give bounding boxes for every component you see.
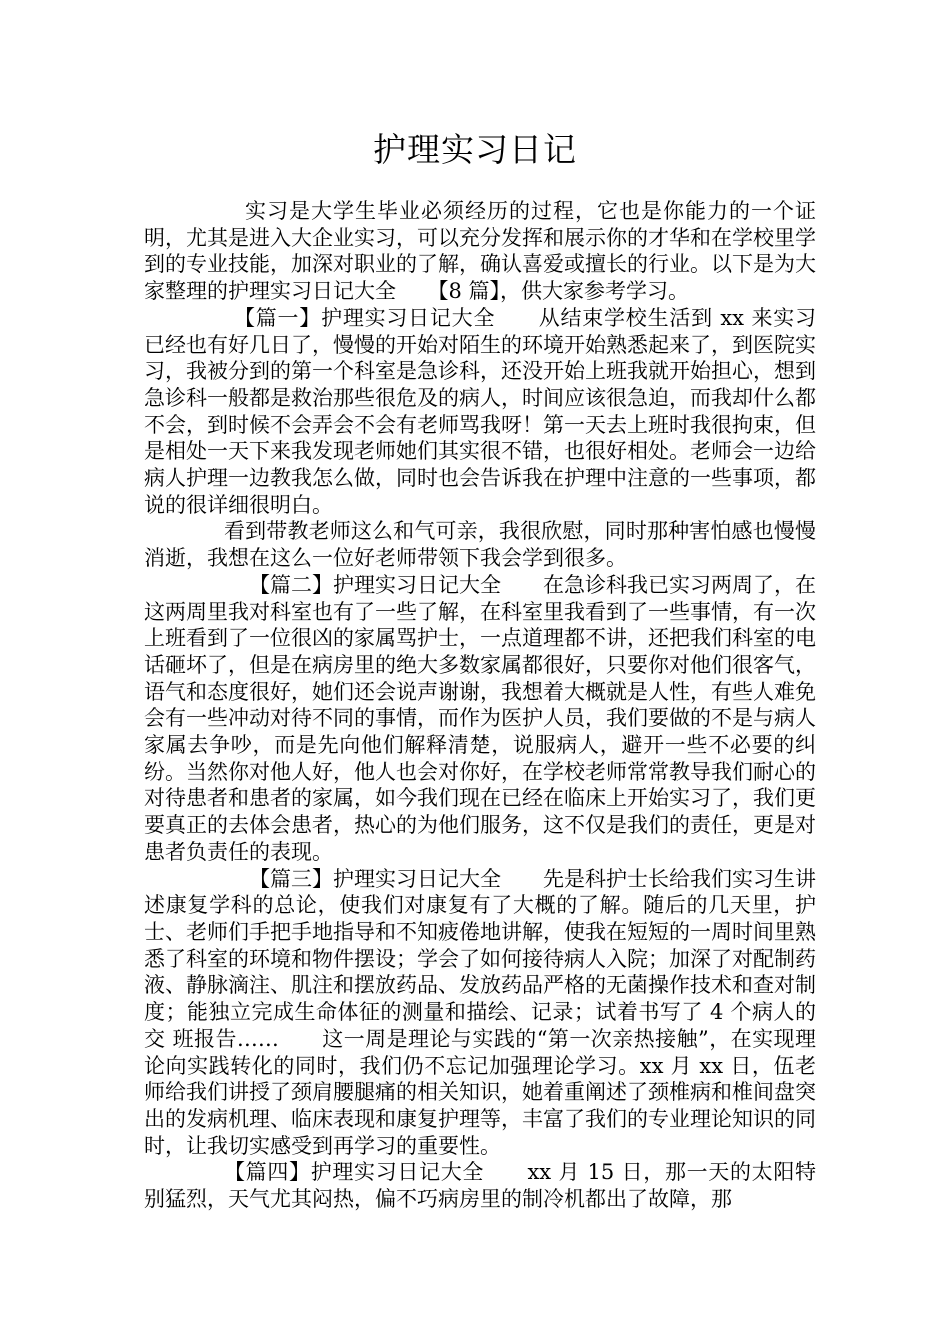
- section-2-paragraph: 【篇二】护理实习日记大全 在急诊科我已实习两周了，在这两周里我对科室也有了一些了解，在科室里我看到了一些事情，有一次上班看到了一位很凶的家属骂护士，一点道理都不讲，还把我们科室的电话砸坏了，但是在病房里的绝大多数家属都很好，只要你对他们很客气，语气和态度很好，她们还会说声谢谢，我想着大概就是人性，有些人难免会有一些冲动对待不同的事情，而作为医护人员，我们要做的不是与病人家属去争吵，而是先向他们解释清楚，说服病人，避开一些不必要的纠纷。当然你对他人好，他人也会对你好，在学校老师常常教导我们耐心的对待患者和患者的家属，如今我们现在已经在临床上开始实习了，我们更要真正的去体会患者，热心的为他们服务，这不仅是我们的责任，更是对患者负责任的表现。: [144, 572, 816, 864]
- intro-paragraph: 实习是大学生毕业必须经历的过程，它也是你能力的一个证明，尤其是进入大企业实习，可以充分发挥和展示你的才华和在学校里学到的专业技能，加深对职业的了解，确认喜爱或擅长的行业。以下是为大家整理的护理实习日记大全 【8 篇】，供大家参考学习。: [144, 199, 816, 304]
- section-4-paragraph: 【篇四】护理实习日记大全 xx 月 15 日，那一天的太阳特别猛烈，天气尤其闷热，偏不巧病房里的制冷机都出了故障，那: [144, 1160, 816, 1212]
- section-1-continuation-paragraph: 看到带教老师这么和气可亲，我很欣慰，同时那种害怕感也慢慢消逝，我想在这么一位好老师带领下我会学到很多。: [144, 519, 816, 571]
- page-title: 护理实习日记: [373, 130, 577, 169]
- section-1-paragraph: 【篇一】护理实习日记大全 从结束学校生活到 xx 来实习已经也有好几日了，慢慢的开始对陌生的环境开始熟悉起来了，到医院实习，我被分到的第一个科室是急诊科，还没开始上班我就开始担心，想到急诊科一般都是救治那些很危及的病人，时间应该很急迫，而我却什么都不会，到时候不会弄会不会有老师骂我呀！第一天去上班时我很拘束，但是相处一天下来我发现老师她们其实很不错，也很好相处。老师会一边给病人护理一边教我怎么做，同时也会告诉我在护理中注意的一些事项，都说的很详细很明白。: [144, 305, 816, 517]
- document-body: [144, 198, 816, 1213]
- section-3-paragraph: 【篇三】护理实习日记大全 先是科护士长给我们实习生讲述康复学科的总论，使我们对康复有了大概的了解。随后的几天里，护士、老师们手把手地指导和不知疲倦地讲解，使我在短短的一周时间里熟悉了科室的环境和物件摆设；学会了如何接待病人入院；加深了对配制药液、静脉滴注、肌注和摆放药品、发放药品严格的无菌操作技术和查对制度；能独立完成生命体征的测量和描绘、记录；试着书写了 4 个病人的交 班报告…… 这一周是理论与实践的“第一次亲热接触”，在实现理论向实践转化的同时，我们仍不忘记加强理论学习。xx 月 xx 日，伍老师给我们讲授了颈肩腰腿痛的相关知识，她着重阐述了颈椎病和椎间盘突出的发病机理、临床表现和康复护理等，丰富了我们的专业理论知识的同时，让我切实感受到再学习的重要性。: [144, 866, 816, 1158]
